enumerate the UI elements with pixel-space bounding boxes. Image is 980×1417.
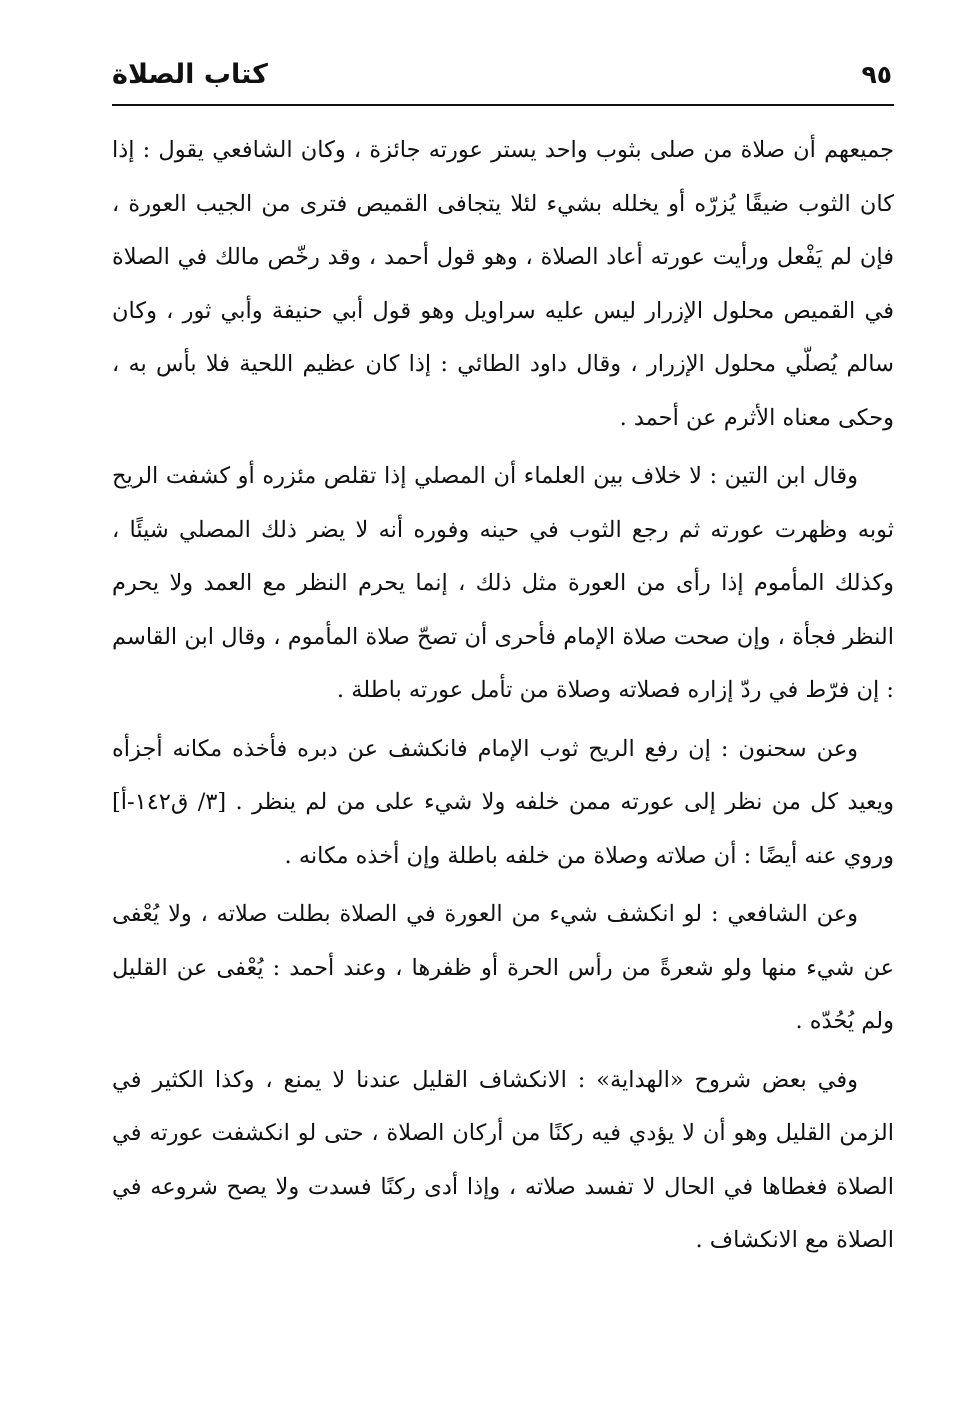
page-number: ٩٥ <box>861 59 892 89</box>
paragraph: وعن سحنون : إن رفع الريح ثوب الإمام فانكشف عن دبره فأخذه مكانه أجزأه ويعيد كل من نظر إلى عورته ممن خلفه ولا شيء على من لم ينظر . [٣/ ق١٤٢-أ] وروي عنه أيضًا : أن صلاته وصلاة من خلفه باطلة وإن أخذه مكانه . <box>112 735 894 869</box>
header-rule <box>112 104 894 106</box>
page-header <box>112 52 892 96</box>
paragraph: وفي بعض شروح «الهداية» : الانكشاف القليل عندنا لا يمنع ، وكذا الكثير في الزمن القليل وهو أن لا يؤدي فيه ركنًا من أركان الصلاة ، حتى لو انكشفت عورته في الصلاة فغطاها في الحال لا تفسد صلاته ، وإذا أدى ركنًا فسدت ولا يصح شروعه في الصلاة مع الانكشاف . <box>112 1066 894 1253</box>
running-title: كتاب الصلاة <box>112 58 268 90</box>
body-text <box>112 124 894 1268</box>
paragraph: وعن الشافعي : لو انكشف شيء من العورة في الصلاة بطلت صلاته ، ولا يُعْفى عن شيء منها ولو شعرةً من رأس الحرة أو ظفرها ، وعند أحمد : يُعْفى عن القليل ولم يُحُدّه . <box>112 901 894 1034</box>
paragraph: وقال ابن التين : لا خلاف بين العلماء أن المصلي إذا تقلص مئزره أو كشفت الريح ثوبه وظهرت عورته ثم رجع الثوب في حينه وفوره أنه لا يضر ذلك المصلي شيئًا ، وكذلك المأموم إذا رأى من العورة مثل ذلك ، إنما يحرم النظر مع العمد ولا يحرم النظر فجأة ، وإن صحت صلاة الإمام فأحرى أن تصحّ صلاة المأموم ، وقال ابن القاسم : إن فرّط في ردّ إزاره فصلاته وصلاة من تأمل عورته باطلة . <box>112 463 894 703</box>
paragraph: جميعهم أن صلاة من صلى بثوب واحد يستر عورته جائزة ، وكان الشافعي يقول : إذا كان الثوب ضيقًا يُزرّه أو يخلله بشيء لئلا يتجافى القميص فترى من الجيب العورة ، فإن لم يَفْعل ورأيت عورته أعاد الصلاة ، وهو قول أحمد ، وقد رخّص مالك في الصلاة في القميص محلول الإزرار ليس عليه سراويل وهو قول أبي حنيفة وأبي ثور ، وكان سالم يُصلّي محلول الإزرار ، وقال داود الطائي : إذا كان عظيم اللحية فلا بأس به ، وحكى معناه الأثرم عن أحمد . <box>112 137 894 431</box>
